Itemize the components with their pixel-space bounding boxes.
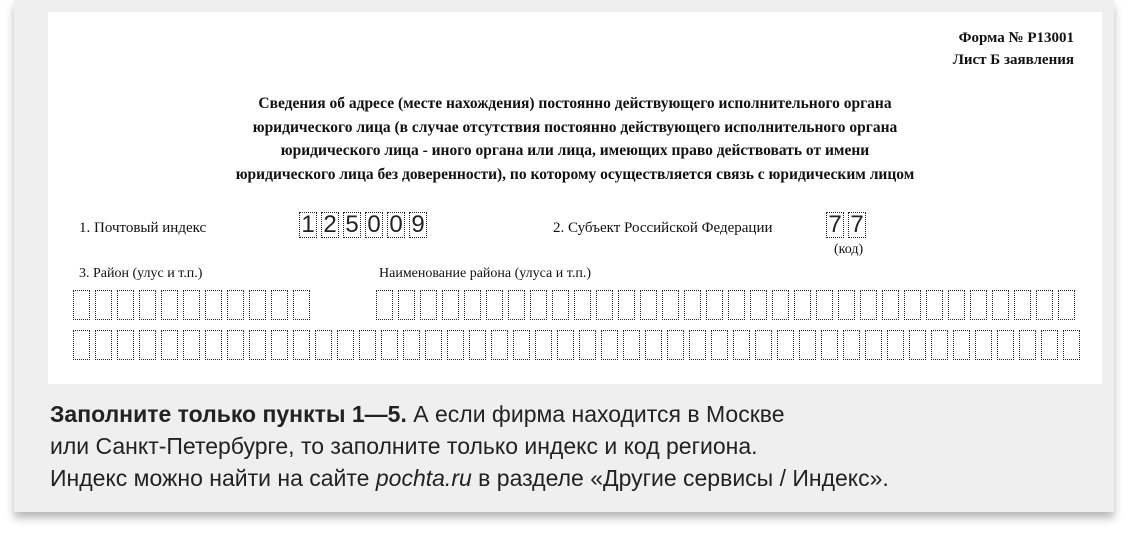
empty-cell xyxy=(469,330,486,360)
empty-cell xyxy=(948,290,965,320)
empty-cell xyxy=(183,290,200,320)
empty-cell xyxy=(733,330,750,360)
empty-cell xyxy=(772,290,789,320)
empty-cell xyxy=(73,330,90,360)
empty-cell xyxy=(821,330,838,360)
empty-cell xyxy=(623,330,640,360)
empty-cell xyxy=(843,330,860,360)
heading-line: Сведения об адресе (месте нахождения) постоянно действующего исполнительного органа xyxy=(258,95,892,112)
empty-cell xyxy=(95,290,112,320)
empty-cell xyxy=(381,330,398,360)
empty-cell xyxy=(447,330,464,360)
empty-cell xyxy=(530,290,547,320)
empty-cell xyxy=(403,330,420,360)
instruction-text xyxy=(50,398,889,494)
empty-cell xyxy=(161,290,178,320)
instruction-rest: А если фирма находится в Москве xyxy=(406,401,785,427)
empty-cell xyxy=(1019,330,1036,360)
empty-cell xyxy=(755,330,772,360)
digit-cell: 7 xyxy=(848,212,866,238)
digit-cell: 7 xyxy=(826,212,844,238)
empty-cell xyxy=(535,330,552,360)
empty-cell xyxy=(227,330,244,360)
subject-label: 2. Субъект Российской Федерации xyxy=(553,220,773,236)
empty-cell xyxy=(376,290,393,320)
empty-cell xyxy=(249,290,266,320)
empty-cell xyxy=(508,290,525,320)
empty-cell xyxy=(904,290,921,320)
form-heading xyxy=(48,92,1102,186)
empty-cell xyxy=(887,330,904,360)
empty-cell xyxy=(750,290,767,320)
empty-cell xyxy=(513,330,530,360)
digit-cell: 0 xyxy=(365,212,383,238)
empty-cell xyxy=(689,330,706,360)
empty-cell xyxy=(728,290,745,320)
heading-line: юридического лица без доверенности), по которому осуществляется связь с юридическим лицом xyxy=(235,165,915,183)
empty-cell xyxy=(315,330,332,360)
empty-cell xyxy=(1036,290,1053,320)
district-label: 3. Район (улус и т.п.) xyxy=(79,266,203,281)
sheet-title: Лист Б заявления xyxy=(952,52,1074,68)
empty-cell xyxy=(227,290,244,320)
empty-cell xyxy=(684,290,701,320)
empty-cell xyxy=(1063,330,1080,360)
empty-cell xyxy=(997,330,1014,360)
form-number: Форма № Р13001 xyxy=(958,30,1074,46)
empty-cell xyxy=(601,330,618,360)
continuation-cells xyxy=(73,330,1080,360)
instruction-text-part: Индекс можно найти на сайте xyxy=(50,465,376,491)
empty-cell xyxy=(865,330,882,360)
empty-cell xyxy=(882,290,899,320)
empty-cell xyxy=(662,290,679,320)
subject-code-cells xyxy=(826,212,866,238)
empty-cell xyxy=(645,330,662,360)
empty-cell xyxy=(909,330,926,360)
note-card xyxy=(14,0,1114,512)
form-sheet xyxy=(48,12,1102,384)
postal-index-label: 1. Почтовый индекс xyxy=(79,220,207,236)
empty-cell xyxy=(860,290,877,320)
heading-line: юридического лица - иного органа или лица, имеющих право действовать от имени xyxy=(280,142,870,159)
empty-cell xyxy=(953,330,970,360)
empty-cell xyxy=(711,330,728,360)
empty-cell xyxy=(596,290,613,320)
instruction-text-part: в разделе «Другие сервисы / Индекс». xyxy=(471,465,889,491)
empty-cell xyxy=(117,290,134,320)
site-link[interactable]: pochta.ru xyxy=(375,465,472,491)
empty-cell xyxy=(464,290,481,320)
empty-cell xyxy=(1014,290,1031,320)
empty-cell xyxy=(706,290,723,320)
empty-cell xyxy=(271,290,288,320)
empty-cell xyxy=(579,330,596,360)
empty-cell xyxy=(337,330,354,360)
instruction-line xyxy=(50,462,889,494)
empty-cell xyxy=(992,290,1009,320)
empty-cell xyxy=(183,330,200,360)
empty-cell xyxy=(271,330,288,360)
empty-cell xyxy=(249,330,266,360)
empty-cell xyxy=(799,330,816,360)
empty-cell xyxy=(117,330,134,360)
empty-cell xyxy=(161,330,178,360)
empty-cell xyxy=(667,330,684,360)
empty-cell xyxy=(1041,330,1058,360)
empty-cell xyxy=(975,330,992,360)
empty-cell xyxy=(970,290,987,320)
empty-cell xyxy=(552,290,569,320)
empty-cell xyxy=(95,330,112,360)
code-caption: (код) xyxy=(834,242,864,257)
empty-cell xyxy=(574,290,591,320)
digit-cell: 9 xyxy=(409,212,427,238)
instruction-line: или Санкт-Петербурге, то заполните только индекс и код региона. xyxy=(50,433,758,459)
empty-cell xyxy=(425,330,442,360)
empty-cell xyxy=(73,290,90,320)
empty-cell xyxy=(794,290,811,320)
empty-cell xyxy=(398,290,415,320)
district-cells xyxy=(73,290,310,320)
digit-cell: 1 xyxy=(299,212,317,238)
digit-cell: 2 xyxy=(321,212,339,238)
empty-cell xyxy=(931,330,948,360)
empty-cell xyxy=(293,290,310,320)
instruction-line xyxy=(50,398,889,430)
empty-cell xyxy=(838,290,855,320)
digit-cell: 0 xyxy=(387,212,405,238)
empty-cell xyxy=(442,290,459,320)
heading-line: юридического лица (в случае отсутствия постоянно действующего исполнительного органа xyxy=(252,118,898,136)
empty-cell xyxy=(486,290,503,320)
empty-cell xyxy=(926,290,943,320)
empty-cell xyxy=(557,330,574,360)
instruction-bold: Заполните только пункты 1—5. xyxy=(50,401,407,427)
empty-cell xyxy=(205,290,222,320)
district-name-cells xyxy=(376,290,1075,320)
empty-cell xyxy=(777,330,794,360)
empty-cell xyxy=(139,330,156,360)
empty-cell xyxy=(420,290,437,320)
district-name-label: Наименование района (улуса и т.п.) xyxy=(379,266,591,281)
empty-cell xyxy=(293,330,310,360)
empty-cell xyxy=(1058,290,1075,320)
empty-cell xyxy=(205,330,222,360)
empty-cell xyxy=(359,330,376,360)
empty-cell xyxy=(491,330,508,360)
empty-cell xyxy=(640,290,657,320)
empty-cell xyxy=(618,290,635,320)
empty-cell xyxy=(139,290,156,320)
digit-cell: 5 xyxy=(343,212,361,238)
empty-cell xyxy=(816,290,833,320)
postal-index-cells xyxy=(299,212,427,238)
